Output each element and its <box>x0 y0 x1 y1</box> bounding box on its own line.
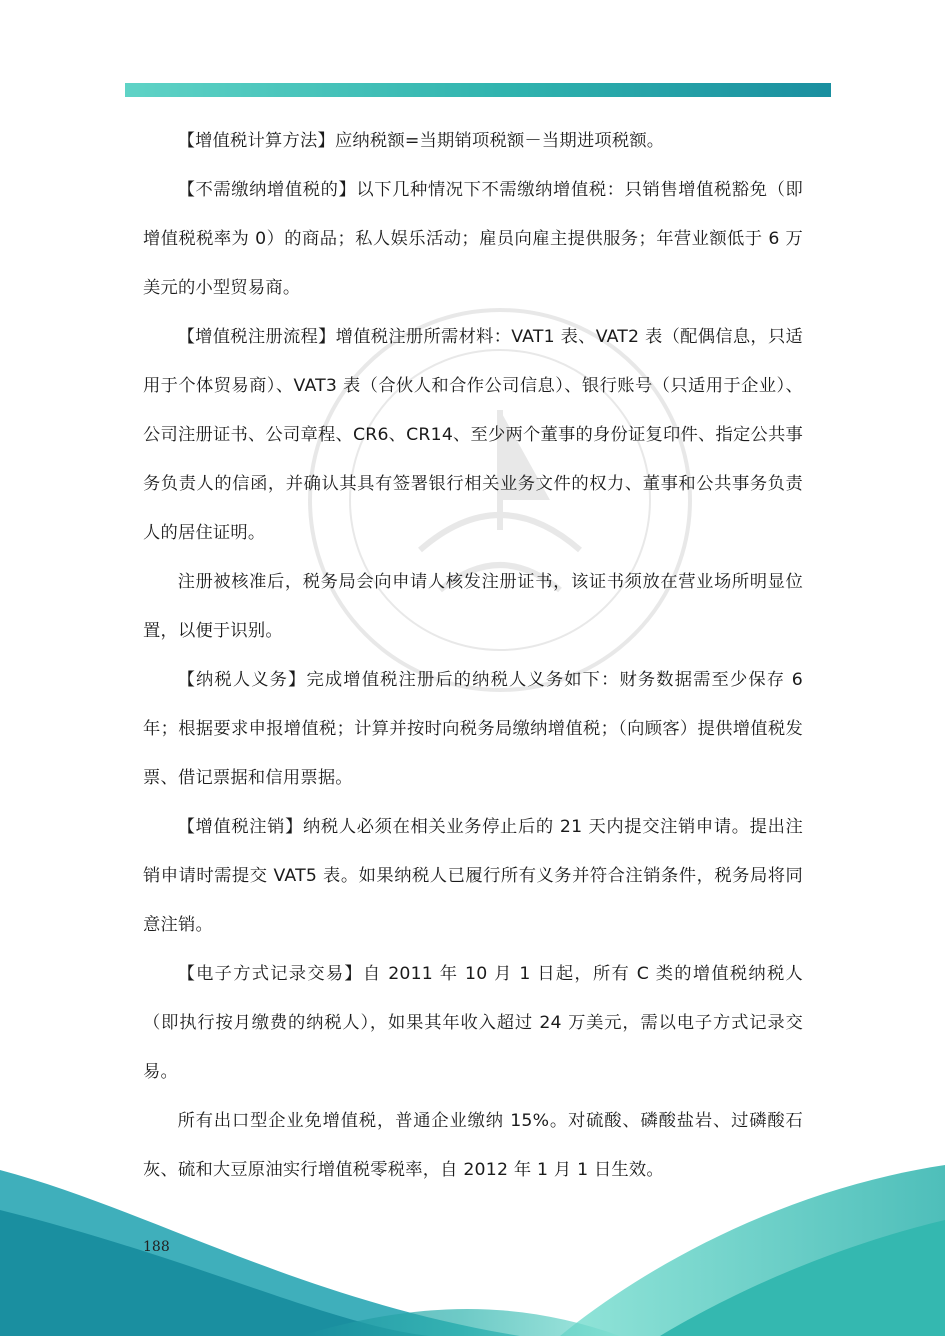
paragraph-text: 自 2011 年 10 月 1 日起，所有 C 类的增值税纳税人（即执行按月缴费的纳税人），如果其年收入超过 24 万美元，需以电子方式记录交易。 <box>143 964 803 1082</box>
paragraph-heading: 【电子方式记录交易】 <box>177 964 363 984</box>
paragraph-heading: 【不需缴纳增值税的】 <box>177 180 357 200</box>
paragraph-text: 注册被核准后，税务局会向申请人核发注册证书，该证书须放在营业场所明显位置，以便于识别。 <box>143 572 803 641</box>
paragraph-vat-calculation <box>143 117 803 166</box>
paragraph-text: 以下几种情况下不需缴纳增值税：只销售增值税豁免（即增值税税率为 0）的商品；私人娱乐活动；雇员向雇主提供服务；年营业额低于 6 万美元的小型贸易商。 <box>143 180 803 298</box>
paragraph-text: 增值税注册所需材料：VAT1 表、VAT2 表（配偶信息，只适用于个体贸易商）、VAT3 表（合伙人和合作公司信息）、银行账号（只适用于企业）、公司注册证书、公司章程、CR6、CR14、至少两个董事的身份证复印件、指定公共事务负责人的信函，并确认其具有签署银行相关业务文件的权力、董事和公共事务负责人的居住证明。 <box>143 327 803 543</box>
paragraph-text: 完成增值税注册后的纳税人义务如下：财务数据需至少保存 6 年；根据要求申报增值税；计算并按时向税务局缴纳增值税；（向顾客）提供增值税发票、借记票据和信用票据。 <box>143 670 804 788</box>
paragraph-vat-deregistration <box>143 803 803 950</box>
paragraph-text: 所有出口型企业免增值税，普通企业缴纳 15%。对硫酸、磷酸盐岩、过磷酸石灰、硫和大豆原油实行增值税零税率，自 2012 年 1 月 1 日生效。 <box>143 1111 803 1180</box>
page-number: 188 <box>143 1239 170 1255</box>
paragraph-electronic-records <box>143 950 803 1097</box>
paragraph-heading: 【纳税人义务】 <box>177 670 307 690</box>
paragraph-taxpayer-obligations <box>143 656 803 803</box>
paragraph-heading: 【增值税注册流程】 <box>177 327 336 347</box>
paragraph-vat-exempt <box>143 166 803 313</box>
footer-wave-decoration <box>0 1150 945 1336</box>
paragraph-vat-registration <box>143 313 803 558</box>
document-body <box>143 117 803 1195</box>
paragraph-heading: 【增值税计算方法】 <box>177 131 335 151</box>
header-accent-bar <box>125 83 831 97</box>
paragraph-text: 纳税人必须在相关业务停止后的 21 天内提交注销申请。提出注销申请时需提交 VAT5 表。如果纳税人已履行所有义务并符合注销条件，税务局将同意注销。 <box>143 817 803 935</box>
paragraph-heading: 【增值税注销】 <box>177 817 303 837</box>
paragraph-registration-certificate <box>143 558 803 656</box>
paragraph-text: 应纳税额=当期销项税额－当期进项税额。 <box>334 131 665 151</box>
